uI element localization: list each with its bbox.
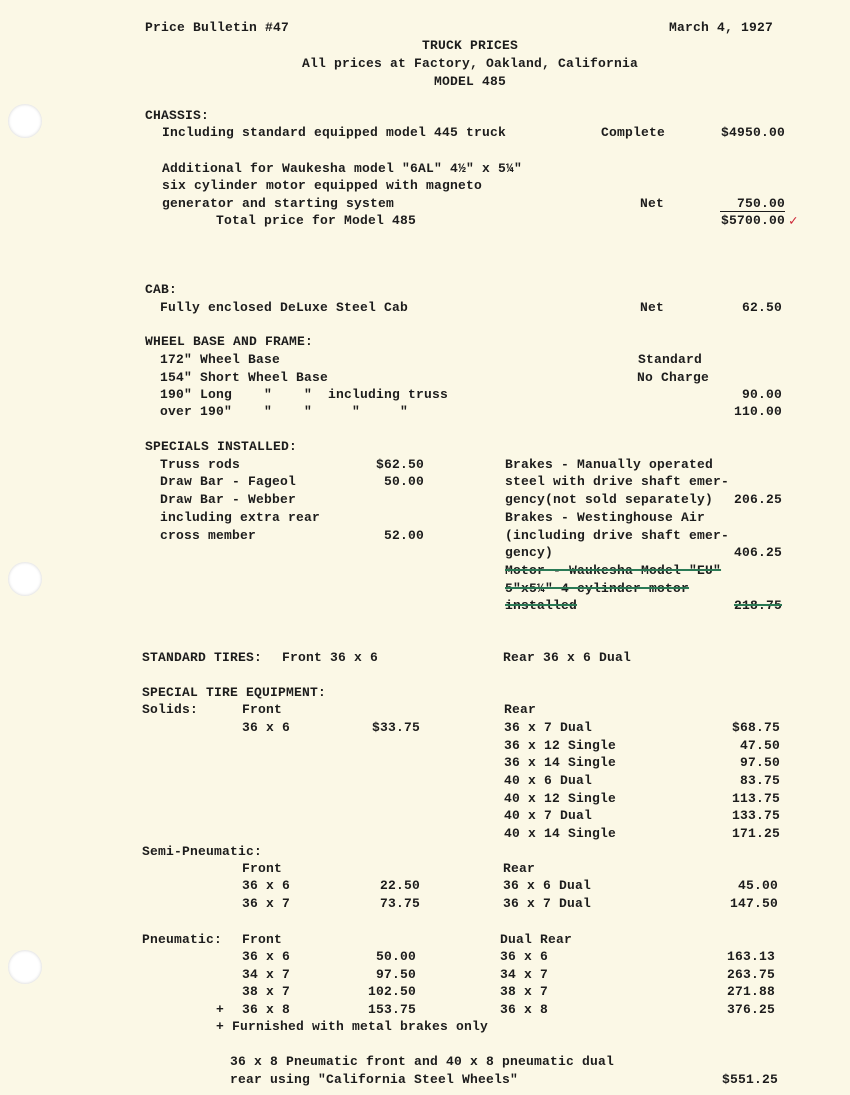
special-right-desc: steel with drive shaft emer-	[505, 474, 730, 489]
specials-heading: SPECIALS INSTALLED:	[145, 439, 298, 454]
struck-motor-line: Motor - Waukesha Model "EU"	[505, 563, 722, 578]
pneumatic-front-price: 50.00	[375, 949, 416, 964]
wheelbase-heading: WHEEL BASE AND FRAME:	[145, 334, 314, 349]
pneumatic-front-price: 153.75	[367, 1002, 416, 1017]
special-left-desc: Draw Bar - Webber	[160, 492, 297, 507]
title-truck-prices: TRUCK PRICES	[421, 38, 518, 53]
cab-heading: CAB:	[145, 282, 178, 297]
special-right-price: 406.25	[733, 545, 782, 560]
check-mark-icon: ✓	[789, 214, 798, 230]
pneumatic-front-size: 38 x 7	[242, 984, 291, 999]
semi-front-price: 22.50	[379, 878, 420, 893]
total-price: $5700.00	[720, 213, 785, 228]
motor-net-price: 750.00	[736, 196, 785, 211]
struck-motor-line: 5"x5¼" 4 cylinder motor	[505, 581, 690, 596]
semi-rear-size: 36 x 6 Dual	[503, 878, 592, 893]
semi-front-size: 36 x 7	[242, 896, 291, 911]
special-right-desc: gency)	[505, 545, 554, 560]
title-factory: All prices at Factory, Oakland, California	[301, 56, 639, 71]
solids-rear-size: 40 x 14 Single	[504, 826, 617, 841]
solids-rear-size: 40 x 6 Dual	[504, 773, 593, 788]
semi-front-price: 73.75	[379, 896, 420, 911]
solids-rear-price: 133.75	[731, 808, 780, 823]
solids-front-price: $33.75	[371, 720, 420, 735]
california-wheels-line-2: rear using "California Steel Wheels"	[230, 1072, 519, 1087]
struck-motor-price: 218.75	[733, 598, 782, 613]
wheelbase-row-price: 90.00	[741, 387, 782, 402]
chassis-line: Including standard equipped model 445 truck	[162, 125, 507, 140]
chassis-heading: CHASSIS:	[145, 108, 210, 123]
standard-tires-rear: Rear 36 x 6 Dual	[503, 650, 632, 665]
solids-rear-price: 47.50	[739, 738, 780, 753]
pneumatic-rear-price: 163.13	[726, 949, 775, 964]
pneumatic-front-price: 97.50	[375, 967, 416, 982]
solids-rear-price: 97.50	[739, 755, 780, 770]
solids-rear-size: 36 x 12 Single	[504, 738, 617, 753]
pneumatic-rear-size: 36 x 6	[500, 949, 549, 964]
solids-rear-price: 171.25	[731, 826, 780, 841]
motor-additional-line-1: Additional for Waukesha model "6AL" 4½" x 5¼"	[162, 161, 523, 176]
california-wheels-price: $551.25	[721, 1072, 778, 1087]
binder-hole-top	[8, 104, 42, 138]
special-right-desc: gency(not sold separately)	[505, 492, 714, 507]
cab-price: 62.50	[741, 300, 782, 315]
solids-rear-price: 83.75	[739, 773, 780, 788]
special-left-price: 52.00	[383, 528, 424, 543]
motor-additional-line-3: generator and starting system	[162, 196, 395, 211]
solids-rear-size: 36 x 14 Single	[504, 755, 617, 770]
special-left-desc: cross member	[160, 528, 257, 543]
total-label: Total price for Model 485	[216, 213, 417, 228]
pneumatic-front-size: 36 x 6	[242, 949, 291, 964]
pneumatic-front-size: 36 x 8	[242, 1002, 291, 1017]
motor-net-label: Net	[640, 196, 665, 211]
bulletin-number: Price Bulletin #47	[145, 20, 290, 35]
wheelbase-row-price: 110.00	[733, 404, 782, 419]
special-tires-heading: SPECIAL TIRE EQUIPMENT:	[142, 685, 327, 700]
solids-label: Solids:	[142, 702, 199, 717]
pneumatic-front-label: Front	[242, 932, 283, 947]
semi-pneumatic-label: Semi-Pneumatic:	[142, 844, 263, 859]
special-left-desc: Draw Bar - Fageol	[160, 474, 297, 489]
chassis-complete-label: Complete	[601, 125, 666, 140]
semi-rear-price: 45.00	[737, 878, 778, 893]
footnote-metal-brakes: + Furnished with metal brakes only	[216, 1019, 489, 1034]
title-model: MODEL 485	[433, 74, 506, 89]
pneumatic-rear-size: 34 x 7	[500, 967, 549, 982]
solids-rear-price: 113.75	[731, 791, 780, 806]
pneumatic-front-size: 34 x 7	[242, 967, 291, 982]
solids-front-size: 36 x 6	[242, 720, 291, 735]
special-left-desc: Truss rods	[160, 457, 241, 472]
pneumatic-label: Pneumatic:	[142, 932, 223, 947]
pneumatic-rear-price: 271.88	[726, 984, 775, 999]
pneumatic-rear-size: 36 x 8	[500, 1002, 549, 1017]
solids-rear-price: $68.75	[731, 720, 780, 735]
plus-marker: +	[216, 1002, 225, 1017]
wheelbase-row-desc: over 190" " " " "	[160, 404, 409, 419]
semi-front-size: 36 x 6	[242, 878, 291, 893]
special-right-desc: Brakes - Manually operated	[505, 457, 714, 472]
solids-front-label: Front	[242, 702, 283, 717]
standard-tires-label: STANDARD TIRES:	[142, 650, 263, 665]
cab-line: Fully enclosed DeLuxe Steel Cab	[160, 300, 409, 315]
pneumatic-rear-size: 38 x 7	[500, 984, 549, 999]
wheelbase-row-note: No Charge	[637, 370, 710, 385]
special-right-desc: (including drive shaft emer-	[505, 528, 730, 543]
pneumatic-rear-label: Dual Rear	[500, 932, 573, 947]
pneumatic-rear-price: 376.25	[726, 1002, 775, 1017]
bulletin-date: March 4, 1927	[668, 20, 773, 35]
special-right-desc: Brakes - Westinghouse Air	[505, 510, 706, 525]
semi-front-label: Front	[242, 861, 283, 876]
special-left-desc: including extra rear	[160, 510, 321, 525]
solids-rear-size: 40 x 7 Dual	[504, 808, 593, 823]
chassis-complete-price: $4950.00	[720, 125, 785, 140]
wheelbase-row-desc: 172" Wheel Base	[160, 352, 281, 367]
cab-net-label: Net	[640, 300, 665, 315]
binder-hole-bottom	[8, 950, 42, 984]
semi-rear-price: 147.50	[729, 896, 778, 911]
solids-rear-size: 40 x 12 Single	[504, 791, 617, 806]
binder-hole-middle	[8, 562, 42, 596]
special-right-price: 206.25	[733, 492, 782, 507]
standard-tires-front: Front 36 x 6	[282, 650, 379, 665]
special-left-price: $62.50	[375, 457, 424, 472]
california-wheels-line-1: 36 x 8 Pneumatic front and 40 x 8 pneumatic dual	[230, 1054, 615, 1069]
motor-additional-line-2: six cylinder motor equipped with magneto	[162, 178, 483, 193]
semi-rear-size: 36 x 7 Dual	[503, 896, 592, 911]
pneumatic-front-price: 102.50	[367, 984, 416, 999]
solids-rear-label: Rear	[504, 702, 537, 717]
wheelbase-row-desc: 154" Short Wheel Base	[160, 370, 329, 385]
wheelbase-row-desc: 190" Long " " including truss	[160, 387, 449, 402]
special-left-price: 50.00	[383, 474, 424, 489]
struck-motor-line: installed	[505, 598, 578, 613]
semi-rear-label: Rear	[503, 861, 536, 876]
wheelbase-row-note: Standard	[638, 352, 703, 367]
pneumatic-rear-price: 263.75	[726, 967, 775, 982]
solids-rear-size: 36 x 7 Dual	[504, 720, 593, 735]
